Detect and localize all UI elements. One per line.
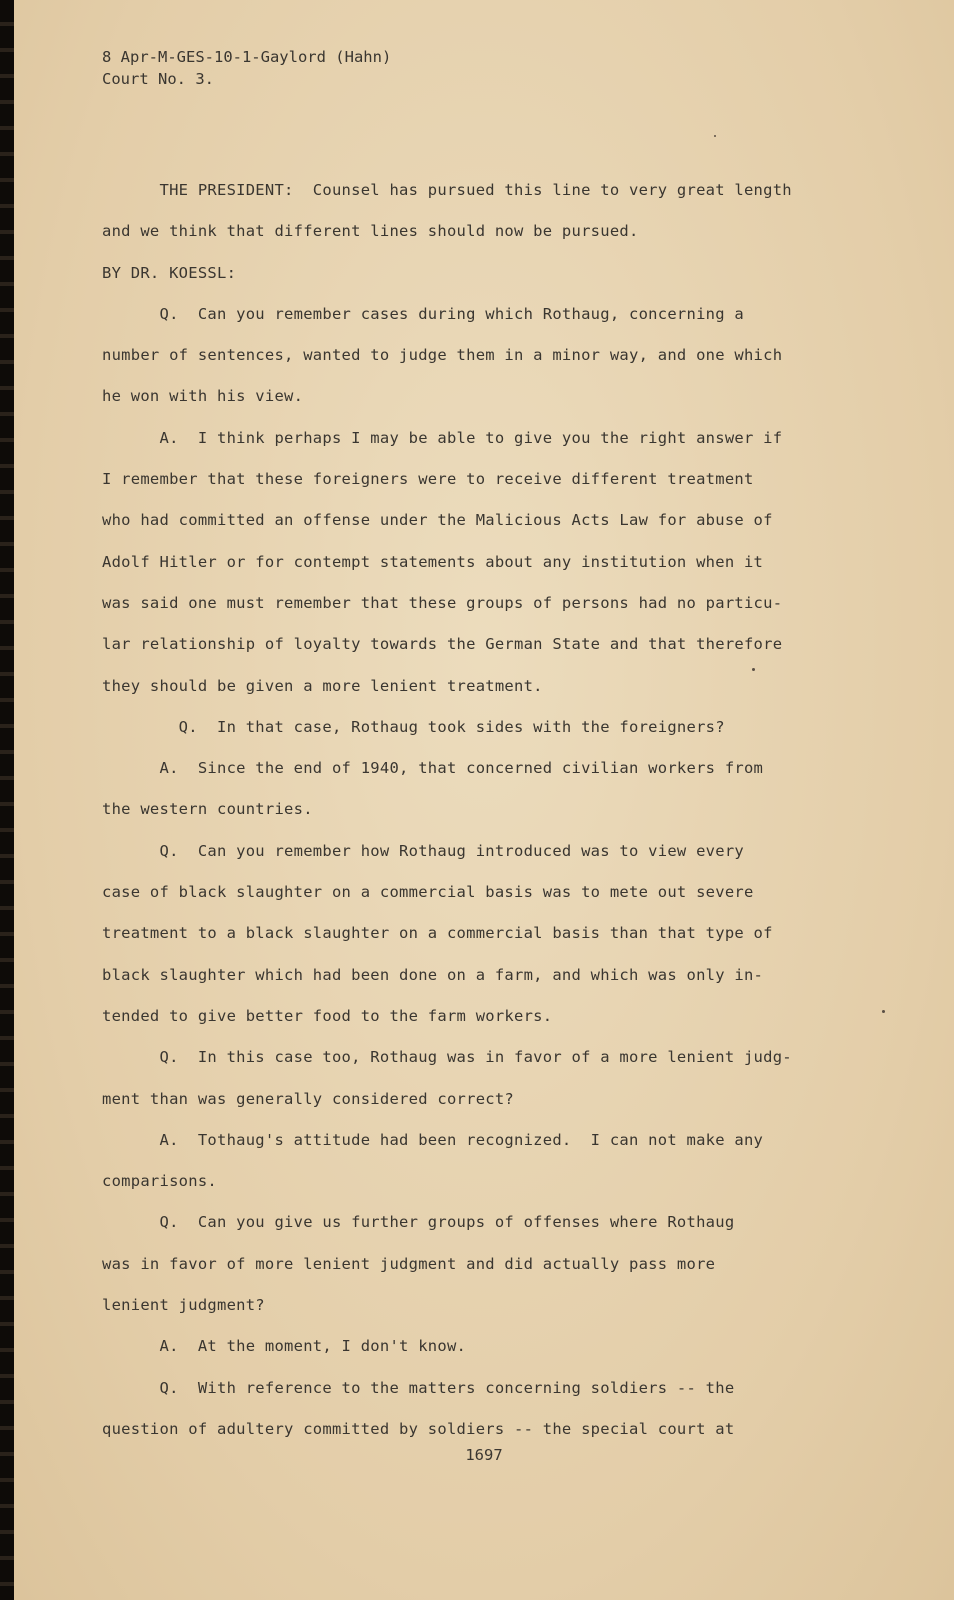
- document-header: [102, 46, 391, 90]
- paper-speck: [752, 668, 755, 671]
- text-line: A. Tothaug's attitude had been recognized. I can not make any: [102, 1130, 764, 1149]
- transcript-body: [102, 170, 842, 1450]
- header-line-1: 8 Apr-M-GES-10-1-Gaylord (Hahn): [102, 48, 392, 66]
- text-line: Q. In this case too, Rothaug was in favor of a more lenient judg-: [102, 1048, 792, 1067]
- text-line: black slaughter which had been done on a farm, and which was only in-: [102, 965, 764, 984]
- text-line: number of sentences, wanted to judge them in a minor way, and one which: [102, 346, 783, 365]
- page-number: 1697: [465, 1446, 503, 1464]
- text-line: was in favor of more lenient judgment and did actually pass more: [102, 1254, 716, 1273]
- text-line: lenient judgment?: [102, 1296, 265, 1315]
- text-line: question of adultery committed by soldiers -- the special court at: [102, 1419, 735, 1438]
- text-line: A. Since the end of 1940, that concerned civilian workers from: [102, 759, 764, 778]
- text-line: who had committed an offense under the Malicious Acts Law for abuse of: [102, 511, 773, 530]
- paper-speck: [714, 135, 716, 137]
- text-line: Q. In that case, Rothaug took sides with the foreigners?: [102, 717, 725, 736]
- text-line: Q. Can you give us further groups of offenses where Rothaug: [102, 1213, 735, 1232]
- text-line: Adolf Hitler or for contempt statements about any institution when it: [102, 552, 764, 571]
- binding-edge: [0, 0, 14, 1600]
- header-line-2: Court No. 3.: [102, 70, 214, 88]
- text-line: he won with his view.: [102, 387, 304, 406]
- text-line: THE PRESIDENT: Counsel has pursued this line to very great length: [102, 181, 792, 199]
- text-line: was said one must remember that these groups of persons had no particu-: [102, 593, 783, 612]
- text-line: Q. Can you remember cases during which Rothaug, concerning a: [102, 304, 744, 323]
- text-line: the western countries.: [102, 800, 313, 819]
- text-line: I remember that these foreigners were to receive different treatment: [102, 470, 754, 489]
- document-page: [14, 0, 954, 1600]
- text-line: they should be given a more lenient treatment.: [102, 676, 543, 695]
- text-line: lar relationship of loyalty towards the German State and that therefore: [102, 635, 783, 654]
- text-line: and we think that different lines should now be pursued.: [102, 222, 639, 241]
- text-line: comparisons.: [102, 1172, 217, 1191]
- paper-speck: [882, 1010, 885, 1013]
- text-line: treatment to a black slaughter on a commercial basis than that type of: [102, 924, 773, 943]
- text-line: Q. With reference to the matters concerning soldiers -- the: [102, 1378, 735, 1397]
- text-line: tended to give better food to the farm workers.: [102, 1006, 553, 1025]
- text-line: ment than was generally considered correct?: [102, 1089, 515, 1108]
- text-line: case of black slaughter on a commercial basis was to mete out severe: [102, 883, 754, 902]
- text-line: A. I think perhaps I may be able to give you the right answer if: [102, 428, 783, 447]
- text-line: A. At the moment, I don't know.: [102, 1337, 467, 1356]
- text-line: Q. Can you remember how Rothaug introduced was to view every: [102, 841, 744, 860]
- text-line: BY DR. KOESSL:: [102, 263, 237, 282]
